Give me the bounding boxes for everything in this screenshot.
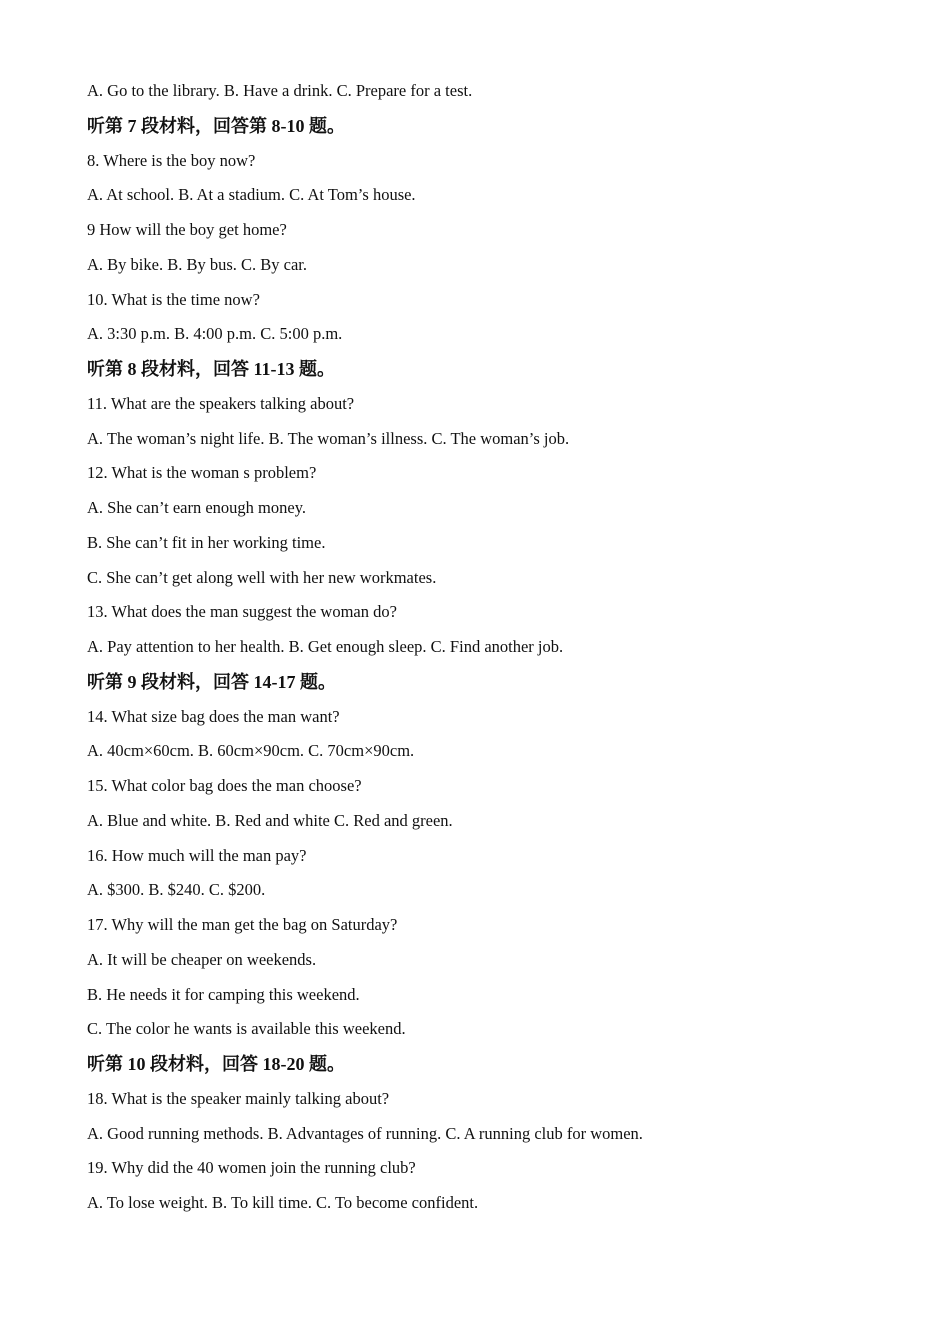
section-heading: 听第 10 段材料，回答 18-20 题。	[87, 1054, 345, 1074]
answer-options: A. 40cm×60cm. B. 60cm×90cm. C. 70cm×90cm.	[87, 741, 415, 761]
answer-options: A. Good running methods. B. Advantages of running. C. A running club for women.	[87, 1123, 643, 1143]
answer-option: B. She can’t fit in her working time.	[87, 532, 326, 552]
answer-option: B. He needs it for camping this weekend.	[87, 984, 360, 1004]
answer-options: A. 3:30 p.m. B. 4:00 p.m. C. 5:00 p.m.	[87, 324, 343, 344]
question-text: 17. Why will the man get the bag on Saturday?	[87, 915, 398, 934]
question-text: 11. What are the speakers talking about?	[87, 393, 355, 413]
answer-options: A. Pay attention to her health. B. Get enough sleep. C. Find another job.	[87, 637, 564, 656]
answer-options: A. The woman’s night life. B. The woman’s illness. C. The woman’s job.	[87, 428, 570, 448]
answer-option: A. She can’t earn enough money.	[87, 498, 307, 517]
answer-options: A. $300. B. $240. C. $200.	[87, 880, 266, 900]
question-text: 9 How will the boy get home?	[87, 220, 287, 239]
question-text: 12. What is the woman s problem?	[87, 463, 317, 483]
answer-option: A. It will be cheaper on weekends.	[87, 949, 317, 969]
document-page	[87, 78, 887, 1225]
answer-options: A. At school. B. At a stadium. C. At Tom’s house.	[87, 185, 416, 205]
question-text: 19. Why did the 40 women join the running club?	[87, 1158, 416, 1178]
question-text: 14. What size bag does the man want?	[87, 706, 340, 726]
question-text: 13. What does the man suggest the woman do?	[87, 602, 397, 622]
question-text: 18. What is the speaker mainly talking about?	[87, 1088, 390, 1108]
section-heading: 听第 9 段材料，回答 14-17 题。	[87, 671, 336, 692]
answer-option: C. The color he wants is available this weekend.	[87, 1019, 406, 1039]
question-text: 16. How much will the man pay?	[87, 845, 307, 865]
section-heading: 听第 7 段材料，回答第 8-10 题。	[87, 115, 345, 136]
section-heading: 听第 8 段材料，回答 11-13 题。	[87, 359, 335, 379]
answer-options: A. By bike. B. By bus. C. By car.	[87, 254, 308, 274]
question-text: 10. What is the time now?	[87, 289, 260, 309]
question-text: 15. What color bag does the man choose?	[87, 776, 362, 795]
answer-option: C. She can’t get along well with her new workmates.	[87, 567, 437, 587]
answer-options: A. Go to the library. B. Have a drink. C. Prepare for a test.	[87, 81, 473, 100]
answer-options: A. To lose weight. B. To kill time. C. To become confident.	[87, 1193, 479, 1212]
question-text: 8. Where is the boy now?	[87, 150, 256, 170]
answer-options: A. Blue and white. B. Red and white C. Red and green.	[87, 810, 453, 830]
